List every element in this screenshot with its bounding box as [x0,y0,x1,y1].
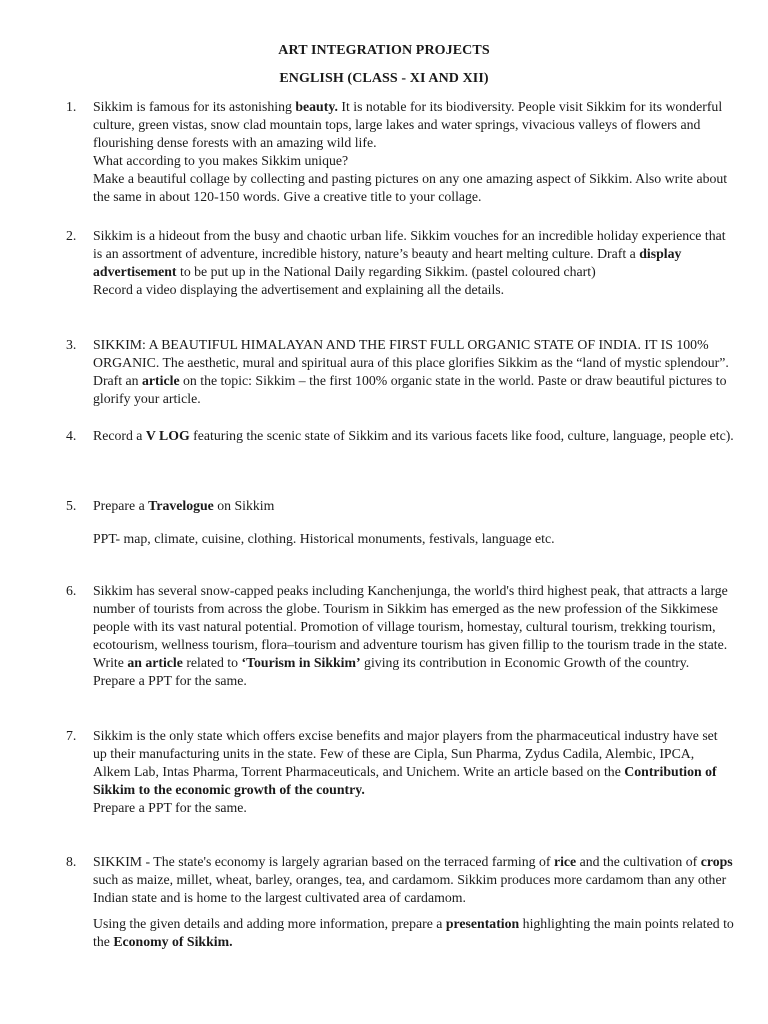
item-number: 3. [66,337,77,352]
project-item-2 [66,227,734,299]
item-task: PPT- map, climate, cuisine, clothing. Historical monuments, festivals, language etc. [93,531,555,547]
project-item-7 [66,727,734,817]
item-number: 2. [66,228,77,243]
item-paragraph: Sikkim is the only state which offers excise benefits and major players from the pharmaceutical industry have set up their manufacturing units in the state. Few of these are Cipla, Sun Pharma, Zydus Cadila, Alembic, IPCA, Alkem Lab, Intas Pharma, Torrent Pharmaceuticals, and Unichem. Write an article based on the Contribution of Sikkim to the economic growth of the country. [93,728,718,798]
item-task: Prepare a PPT for the same. [93,800,247,816]
item-number: 6. [66,583,77,598]
item-paragraph: SIKKIM: A BEAUTIFUL HIMALAYAN AND THE FIRST FULL ORGANIC STATE OF INDIA. IT IS 100% ORGANIC. The aesthetic, mural and spiritual aura of this place glorifies Sikkim as the “land of mystic splendour”. Draft an article on the topic: Sikkim – the first 100% organic state in the world. Paste or draw beautiful pictures to glorify your article. [93,337,729,407]
item-paragraph: Sikkim is famous for its astonishing beauty. It is notable for its biodiversity. People visit Sikkim for its wonderful culture, green vistas, snow clad mountain tops, large lakes and water springs, vivacious valleys of flowers and flourishing dense forests with an amazing wild life. [93,99,723,151]
item-paragraph: SIKKIM - The state's economy is largely agrarian based on the terraced farming of rice and the cultivation of crops such as maize, millet, wheat, barley, oranges, tea, and cardamom. Sikkim produces more cardamom than any other Indian state and is home to the largest cultivated area of cardamom. [93,854,733,906]
document-subtitle: ENGLISH (CLASS - XI AND XII) [279,71,489,86]
project-item-5 [66,497,734,548]
item-paragraph: Prepare a Travelogue on Sikkim [93,498,275,513]
item-paragraph: Sikkim has several snow-capped peaks including Kanchenjunga, the world's third highest peak, that attracts a large number of tourists from across the globe. Tourism in Sikkim has emerged as the new profession of the Sikkimese people with its vast natural potential. Promotion of village tourism, homestay, cultural tourism, trekking tourism, ecotourism, wellness tourism, flora–tourism and adventure tourism has given fillip to the tourism trade in the state. Write an article related to ‘Tourism in Sikkim’ giving its contribution in Economic Growth of the country. Prepare a PPT for the same. [93,583,728,689]
item-number: 7. [66,728,77,743]
item-number: 1. [66,99,77,114]
project-item-4 [66,427,734,445]
document-title: ART INTEGRATION PROJECTS [278,43,490,58]
item-paragraph: Sikkim is a hideout from the busy and chaotic urban life. Sikkim vouches for an incredible holiday experience that is an assortment of adventure, incredible history, nature’s beauty and heart melting culture. Draft a display advertisement to be put up in the National Daily regarding Sikkim. (pastel coloured chart) [93,228,726,280]
item-number: 8. [66,854,77,869]
item-task: Make a beautiful collage by collecting and pasting pictures on any one amazing aspect of Sikkim. Also write about the same in about 120-150 words. Give a creative title to your collage. [93,171,728,205]
project-item-8 [66,853,734,951]
item-task: Using the given details and adding more information, prepare a presentation highlighting the main points related to the Economy of Sikkim. [93,916,734,950]
item-number: 5. [66,498,77,513]
project-item-6 [66,582,734,691]
item-number: 4. [66,428,77,443]
item-paragraph: Record a V LOG featuring the scenic state of Sikkim and its various facets like food, culture, language, people etc). [93,428,734,443]
project-item-3 [66,336,734,408]
item-task: Record a video displaying the advertisement and explaining all the details. [93,282,505,298]
item-question: What according to you makes Sikkim unique? [93,153,349,169]
project-item-1 [66,98,734,207]
